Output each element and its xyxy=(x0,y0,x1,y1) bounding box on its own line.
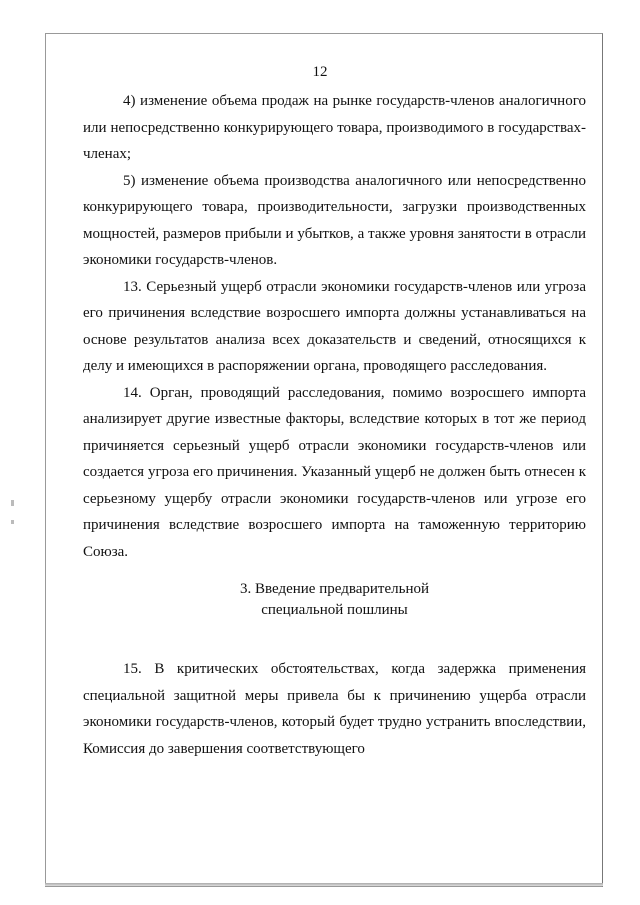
document-body xyxy=(83,88,586,762)
paragraph-13: 13. Серьезный ущерб отрасли экономики государств-членов или угроза его причинения вследствие возросшего импорта должны устанавливаться на основе результатов анализа всех доказательств и сведений, относящихся к делу и имеющихся в распоряжении органа, проводящего расследования. xyxy=(83,278,586,374)
section-heading-line1: 3. Введение предварительной xyxy=(240,581,429,597)
paragraph-item-4: 4) изменение объема продаж на рынке государств-членов аналогичного или непосредственно конкурирующего товара, производимого в государствах-членах; xyxy=(83,93,586,162)
paragraph-15: 15. В критических обстоятельствах, когда задержка применения специальной защитной меры привела бы к причинению ущерба отрасли экономики государств-членов, который будет трудно устранить впоследствии, Комиссия до завершения соответствующего xyxy=(83,661,586,757)
paragraph-14: 14. Орган, проводящий расследования, помимо возросшего импорта анализирует другие известные факторы, вследствие которых в тот же период причиняется серьезный ущерб отрасли экономики государств-членов или создается угроза его причинения. Указанный ущерб не должен быть отнесен к серьезному ущербу отрасли экономики государств-членов или угрозе его причинения вследствие возросшего импорта на таможенную территорию Союза. xyxy=(83,384,586,560)
scan-edge-mark xyxy=(11,500,14,506)
scan-edge-mark xyxy=(11,520,14,524)
page-border-bottom xyxy=(45,883,603,886)
section-heading xyxy=(83,579,586,621)
paragraph-item-5: 5) изменение объема производства аналогичного или непосредственно конкурирующего товара, производительности, загрузки производственных мощностей, размеров прибыли и убытков, а также уровня занятости в отрасли экономики государств-членов. xyxy=(83,172,586,268)
page-number: 12 xyxy=(312,64,328,80)
section-spacer xyxy=(83,621,586,656)
section-heading-line2: специальной пошлины xyxy=(261,602,408,618)
